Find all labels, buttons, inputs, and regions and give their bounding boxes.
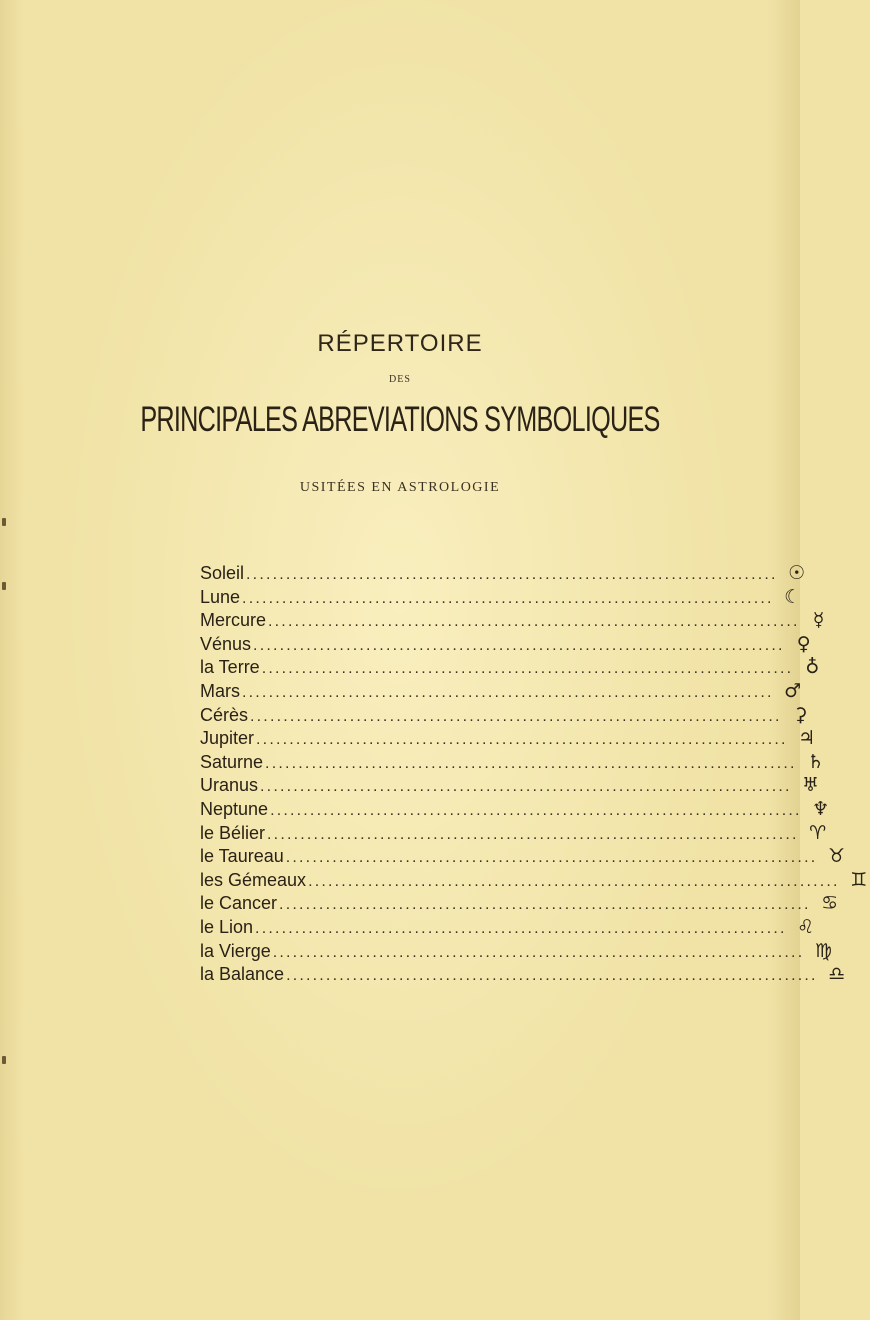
entry-name: Uranus	[200, 775, 259, 796]
table-row	[200, 632, 811, 657]
leader-dots: ................................................................................	[279, 896, 811, 914]
moon-icon: ☾	[784, 585, 802, 608]
uranus-icon: ♅	[802, 774, 820, 797]
entry-name: Lune	[200, 586, 241, 607]
sun-icon: ☉	[788, 562, 806, 584]
leader-dots: ................................................................................	[242, 683, 774, 701]
leader-dots: ................................................................................	[261, 660, 794, 678]
entry-name: Mars	[200, 680, 240, 701]
leader-dots: ................................................................................	[285, 849, 818, 867]
leader-dots: ................................................................................	[268, 613, 800, 631]
entry-name: Mercure	[200, 610, 267, 631]
table-row	[200, 727, 816, 751]
table-row	[200, 821, 827, 846]
table-row	[200, 562, 806, 586]
entry-name: la Terre	[200, 657, 260, 678]
leader-dots: ................................................................................	[308, 872, 840, 890]
entry-name: Soleil	[200, 563, 245, 583]
leader-dots: ................................................................................	[267, 825, 799, 843]
entry-name: Saturne	[200, 751, 264, 772]
aries-icon: ♈	[809, 821, 827, 844]
taurus-icon: ♉	[827, 845, 845, 868]
leader-dots: ................................................................................	[270, 801, 802, 819]
entry-name: Jupiter	[200, 728, 255, 749]
table-row	[200, 892, 839, 916]
leader-dots: ................................................................................	[250, 707, 782, 725]
entry-name: Cérès	[200, 704, 249, 725]
table-row	[200, 585, 802, 610]
table-row	[200, 609, 825, 633]
entry-name: la Balance	[200, 964, 285, 985]
leader-dots: ................................................................................	[242, 589, 774, 607]
entry-name: Vénus	[200, 633, 252, 654]
cancer-icon: ♋	[821, 892, 839, 915]
table-row	[200, 703, 808, 728]
margin-mark	[2, 582, 6, 590]
earth-icon: ♁	[805, 656, 820, 679]
leader-dots: ................................................................................	[253, 636, 785, 654]
subtitle: USITÉES EN ASTROLOGIE	[299, 480, 501, 495]
table-row	[200, 656, 820, 680]
table-row	[200, 845, 845, 869]
jupiter-icon: ♃	[798, 727, 816, 750]
entry-name: Neptune	[200, 798, 269, 819]
symbol-table	[200, 562, 868, 987]
entry-name: le Lion	[200, 916, 254, 937]
gemini-icon: ♊	[850, 868, 868, 891]
table-row	[200, 679, 802, 704]
table-row	[200, 939, 832, 964]
table-row	[200, 868, 868, 893]
venus-icon: ♀	[796, 632, 811, 655]
leader-dots: ................................................................................	[265, 754, 797, 772]
page-title: RÉPERTOIRE	[317, 330, 483, 357]
table-row	[200, 915, 815, 940]
leader-dots: ................................................................................	[256, 731, 788, 749]
entry-name: le Taureau	[200, 846, 284, 867]
leader-dots: ................................................................................	[272, 943, 805, 961]
neptune-icon: ♆	[812, 797, 830, 820]
leader-dots: ................................................................................	[255, 919, 787, 937]
entry-name: les Gémeaux	[200, 869, 307, 890]
entry-name: la Vierge	[200, 940, 271, 961]
libra-icon: ♎	[828, 963, 846, 986]
leo-icon: ♌	[797, 915, 815, 938]
entry-name: le Bélier	[200, 822, 266, 843]
mercury-icon: ☿	[812, 609, 825, 632]
mars-icon: ♂	[784, 679, 802, 702]
table-row	[200, 750, 825, 775]
ceres-icon: ⚳	[793, 703, 808, 726]
table-row	[200, 797, 830, 822]
virgo-icon: ♍	[814, 939, 832, 962]
saturn-icon: ♄	[807, 750, 825, 773]
margin-mark	[2, 1056, 6, 1064]
table-row	[200, 963, 846, 987]
table-row	[200, 774, 820, 798]
leader-dots: ................................................................................	[246, 566, 778, 583]
title-connector: DES	[389, 374, 411, 385]
leader-dots: ................................................................................	[286, 967, 818, 985]
margin-mark	[2, 518, 6, 526]
entry-name: le Cancer	[200, 893, 278, 914]
main-heading: PRINCIPALES ABREVIATIONS SYMBOLIQUES	[140, 400, 660, 439]
leader-dots: ................................................................................	[260, 778, 792, 796]
